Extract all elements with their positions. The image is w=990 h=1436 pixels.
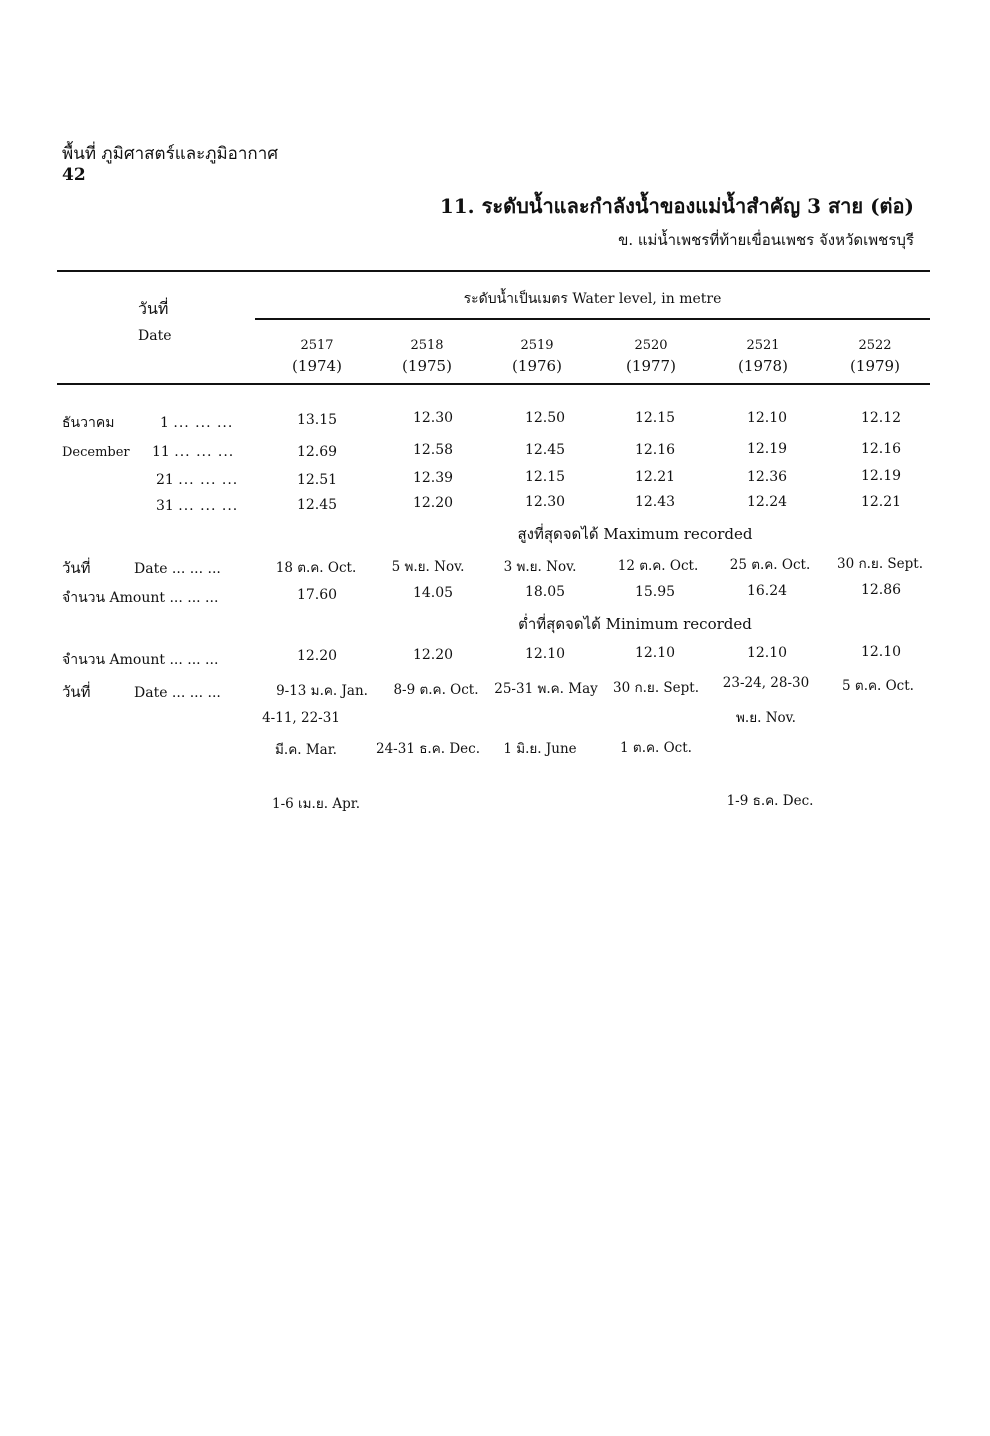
table-cell: 12.15 xyxy=(634,410,676,426)
max-amount-cell: 12.86 xyxy=(860,582,902,598)
max-amount-cell: 18.05 xyxy=(524,584,566,600)
leader-dots: ... ... ... xyxy=(173,415,234,431)
row-label-day: 11 xyxy=(152,444,170,460)
row-label: จำนวน Amount ... ... ... xyxy=(62,590,219,606)
table-cell: 12.21 xyxy=(860,494,902,510)
max-amount-cell: 15.95 xyxy=(634,584,676,600)
row-label-month: ธันวาคม xyxy=(62,415,115,431)
year-ad: (1977) xyxy=(626,357,676,375)
min-date-cell: 1 ต.ค. Oct. xyxy=(620,740,692,756)
min-amount-cell: 12.10 xyxy=(634,645,676,661)
max-date-cell: 3 พ.ย. Nov. xyxy=(503,559,577,575)
table-subtitle: ข. แม่น้ำเพชรที่ท้ายเขื่อนเพชร จังหวัดเพชรบุรี xyxy=(618,231,914,249)
year-be: 2517 xyxy=(300,338,334,353)
max-date-cell: 12 ต.ค. Oct. xyxy=(617,558,699,574)
max-amount-cell: 16.24 xyxy=(746,583,788,599)
min-date-cell: 9-13 ม.ค. Jan. xyxy=(276,683,368,699)
max-date-cell: 25 ต.ค. Oct. xyxy=(729,557,811,573)
year-header xyxy=(372,338,482,375)
date-label-th: วันที่ xyxy=(62,559,91,577)
max-date-cell: 5 พ.ย. Nov. xyxy=(391,559,465,575)
year-ad: (1975) xyxy=(402,357,452,375)
date-column-header-th: วันที่ xyxy=(138,299,169,318)
year-ad: (1978) xyxy=(738,357,788,375)
leader-dots: ... ... ... xyxy=(178,498,239,514)
table-cell: 12.50 xyxy=(524,410,566,426)
table-cell: 12.36 xyxy=(746,469,788,485)
table-cell: 12.19 xyxy=(860,468,902,484)
min-date-cell: มี.ค. Mar. xyxy=(275,742,337,758)
maximum-recorded-label: สูงที่สุดจดได้ Maximum recorded xyxy=(517,525,753,543)
min-amount-cell: 12.10 xyxy=(860,644,902,660)
table-cell: 12.10 xyxy=(746,410,788,426)
year-ad: (1979) xyxy=(850,357,900,375)
min-amount-cell: 12.10 xyxy=(746,645,788,661)
leader-dots: ... ... ... xyxy=(174,444,235,460)
row-label xyxy=(62,472,238,488)
year-header xyxy=(596,338,706,375)
minimum-recorded-label: ต่ำที่สุดจดได้ Minimum recorded xyxy=(518,615,752,633)
year-be: 2519 xyxy=(520,338,554,353)
table-cell: 12.24 xyxy=(746,494,788,510)
table-cell: 12.30 xyxy=(524,494,566,510)
date-column-header-en: Date xyxy=(138,328,172,344)
min-amount-cell: 12.10 xyxy=(524,646,566,662)
min-date-cell: 23-24, 28-30 xyxy=(722,675,810,691)
table-cell: 12.20 xyxy=(412,495,454,511)
table-cell: 12.30 xyxy=(412,410,454,426)
table-cell: 12.51 xyxy=(296,472,338,488)
section-header: พื้นที่ ภูมิศาสตร์และภูมิอากาศ xyxy=(62,144,279,164)
row-label xyxy=(62,680,221,704)
row-label-day: 21 xyxy=(156,472,174,488)
table-cell: 13.15 xyxy=(296,412,338,428)
year-be: 2521 xyxy=(746,338,780,353)
table-cell: 12.69 xyxy=(296,444,338,460)
min-date-cell: 30 ก.ย. Sept. xyxy=(612,680,700,696)
max-amount-cell: 17.60 xyxy=(296,587,338,603)
min-date-cell: 24-31 ธ.ค. Dec. xyxy=(375,741,481,757)
table-cell: 12.12 xyxy=(860,410,902,426)
row-label xyxy=(62,444,234,460)
year-ad: (1974) xyxy=(292,357,342,375)
year-header xyxy=(708,338,818,375)
year-header xyxy=(820,338,930,375)
heading-rule xyxy=(255,318,930,320)
table-cell: 12.15 xyxy=(524,469,566,485)
table-cell: 12.39 xyxy=(412,470,454,486)
max-date-cell: 18 ต.ค. Oct. xyxy=(275,560,357,576)
table-cell: 12.43 xyxy=(634,494,676,510)
table-cell: 12.21 xyxy=(634,469,676,485)
table-cell: 12.16 xyxy=(634,442,676,458)
leader-dots: ... ... ... xyxy=(178,472,239,488)
min-date-cell: 4-11, 22-31 xyxy=(262,710,340,726)
max-amount-cell: 14.05 xyxy=(412,585,454,601)
max-date-cell: 30 ก.ย. Sept. xyxy=(836,556,924,572)
table-cell: 12.45 xyxy=(296,497,338,513)
row-label: จำนวน Amount ... ... ... xyxy=(62,652,219,668)
year-be: 2520 xyxy=(634,338,668,353)
row-label xyxy=(62,556,221,580)
min-date-cell: 1 มิ.ย. June xyxy=(503,741,577,757)
min-date-cell: 25-31 พ.ค. May xyxy=(494,681,598,697)
table-cell: 12.45 xyxy=(524,442,566,458)
table-cell: 12.58 xyxy=(412,442,454,458)
min-date-cell: พ.ย. Nov. xyxy=(736,710,796,726)
table-title: 11. ระดับน้ำและกำลังน้ำของแม่น้ำสำคัญ 3 สาย (ต่อ) xyxy=(439,194,914,218)
row-label-month: December xyxy=(62,445,130,460)
date-label-en: Date ... ... ... xyxy=(134,561,221,577)
table-cell: 12.19 xyxy=(746,441,788,457)
table-cell: 12.16 xyxy=(860,441,902,457)
year-ad: (1976) xyxy=(512,357,562,375)
row-label-day: 1 xyxy=(160,415,169,431)
date-label-en: Date ... ... ... xyxy=(134,685,221,701)
year-be: 2518 xyxy=(410,338,444,353)
header-bottom-rule xyxy=(57,383,930,385)
min-date-cell: 8-9 ต.ค. Oct. xyxy=(393,682,479,698)
row-label-day: 31 xyxy=(156,498,174,514)
row-label xyxy=(62,412,233,434)
year-header xyxy=(482,338,592,375)
min-date-cell: 5 ต.ค. Oct. xyxy=(842,678,914,694)
min-date-cell: 1-6 เม.ย. Apr. xyxy=(272,796,360,812)
min-amount-cell: 12.20 xyxy=(296,648,338,664)
min-amount-cell: 12.20 xyxy=(412,647,454,663)
date-label-th: วันที่ xyxy=(62,683,91,701)
page-number: 42 xyxy=(62,165,86,185)
row-label xyxy=(62,498,238,514)
top-rule xyxy=(57,270,930,272)
year-be: 2522 xyxy=(858,338,892,353)
min-date-cell: 1-9 ธ.ค. Dec. xyxy=(726,793,814,809)
water-level-heading: ระดับน้ำเป็นเมตร Water level, in metre xyxy=(463,291,722,307)
year-header xyxy=(262,338,372,375)
